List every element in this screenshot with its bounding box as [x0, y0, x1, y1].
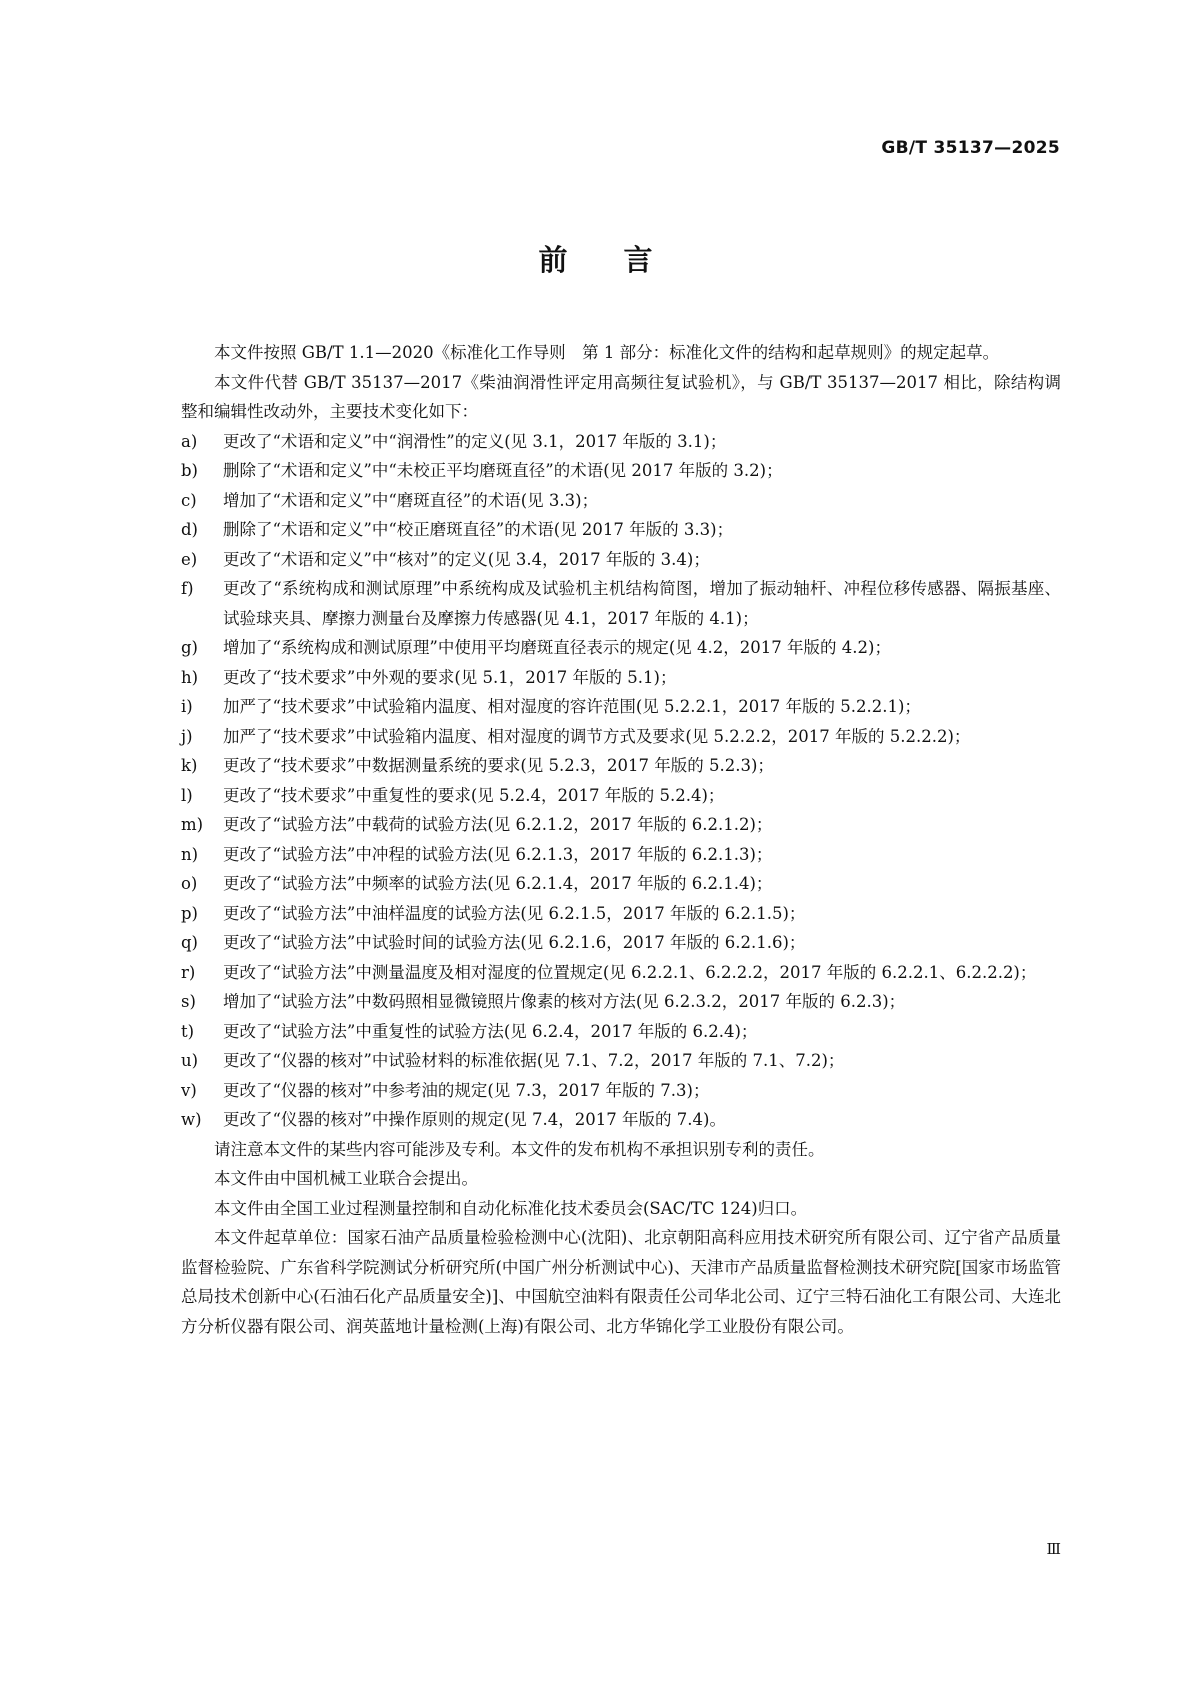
intro-paragraph-2: 本文件代替 GB/T 35137—2017《柴油润滑性评定用高频往复试验机》，与 GB/T 35137—2017 相比，除结构调整和编辑性改动外，主要技术变化如下： — [181, 372, 1061, 421]
change-item-marker: e) — [181, 549, 198, 569]
change-item-marker: q) — [181, 933, 198, 952]
document-body — [181, 338, 1061, 1341]
change-item-text: 删除了“术语和定义”中“校正磨斑直径”的术语(见 2017 年版的 3.3)； — [223, 520, 734, 539]
change-item — [181, 751, 1061, 781]
change-item-marker: h) — [181, 667, 199, 687]
change-item-text: 更改了“术语和定义”中“核对”的定义(见 3.4，2017 年版的 3.4)； — [223, 549, 710, 569]
change-item-text: 删除了“术语和定义”中“未校正平均磨斑直径”的术语(见 2017 年版的 3.2)； — [223, 461, 783, 480]
change-item-text: 更改了“技术要求”中外观的要求(见 5.1，2017 年版的 5.1)； — [223, 667, 677, 687]
page-number: Ⅲ — [1046, 1540, 1061, 1558]
change-item — [181, 958, 1061, 988]
change-item-marker: r) — [181, 962, 196, 982]
change-item-text: 更改了“试验方法”中测量温度及相对湿度的位置规定(见 6.2.2.1、6.2.2.2，2017 年版的 6.2.2.1、6.2.2.2)； — [223, 962, 1037, 982]
change-item-marker: d) — [181, 520, 198, 539]
patent-notice: 请注意本文件的某些内容可能涉及专利。本文件的发布机构不承担识别专利的责任。 — [214, 1139, 825, 1159]
change-item — [181, 692, 1061, 722]
change-item-marker: t) — [181, 1021, 195, 1041]
change-item — [181, 456, 1061, 486]
change-item-text: 更改了“试验方法”中试验时间的试验方法(见 6.2.1.6，2017 年版的 6.2.1.6)； — [223, 933, 806, 952]
drafting-organizations: 本文件起草单位：国家石油产品质量检验检测中心(沈阳)、北京朝阳高科应用技术研究所有限公司、辽宁省产品质量监督检验院、广东省科学院测试分析研究所(中国广州分析测试中心)、天津市产品质量监督检测技术研究院[国家市场监管总局技术创新中心(石油石化产品质量安全)]、中国航空油料有限责任公司华北公司、辽宁三特石油化工有限公司、大连北方分析仪器有限公司、润英蓝地计量检测(上海)有限公司、北方华锦化学工业股份有限公司。 — [181, 1228, 1061, 1336]
change-item-marker: u) — [181, 1051, 199, 1070]
change-item-text: 加严了“技术要求”中试验箱内温度、相对湿度的容许范围(见 5.2.2.1，2017 年版的 5.2.2.1)； — [223, 697, 921, 716]
change-item-text: 更改了“试验方法”中频率的试验方法(见 6.2.1.4，2017 年版的 6.2.1.4)； — [223, 874, 773, 893]
change-item-text: 更改了“技术要求”中重复性的要求(见 5.2.4，2017 年版的 5.2.4)； — [223, 785, 725, 805]
change-item — [181, 1046, 1061, 1076]
change-item — [181, 899, 1061, 929]
change-item-marker: v) — [181, 1080, 197, 1100]
change-item-marker: f) — [181, 579, 194, 598]
change-item-marker: s) — [181, 992, 196, 1011]
change-item — [181, 1017, 1061, 1047]
committee-statement: 本文件由全国工业过程测量控制和自动化标准化技术委员会(SAC/TC 124)归口。 — [214, 1198, 808, 1218]
change-item-marker: b) — [181, 461, 198, 480]
change-item-marker: g) — [181, 638, 198, 657]
change-item-marker: a) — [181, 431, 198, 451]
change-item-marker: p) — [181, 903, 198, 923]
change-item — [181, 1105, 1061, 1135]
change-item — [181, 663, 1061, 693]
change-item — [181, 633, 1061, 663]
changes-list — [181, 427, 1061, 1135]
change-item-text: 更改了“试验方法”中重复性的试验方法(见 6.2.4，2017 年版的 6.2.4)； — [223, 1021, 758, 1041]
change-item-marker: w) — [181, 1110, 202, 1129]
page-title: 前言 — [538, 243, 709, 277]
change-item-marker: c) — [181, 490, 197, 510]
change-item — [181, 869, 1061, 899]
change-item — [181, 810, 1061, 840]
change-item-text: 增加了“术语和定义”中“磨斑直径”的术语(见 3.3)； — [223, 490, 599, 510]
change-item-marker: i) — [181, 697, 193, 716]
change-item-marker: k) — [181, 756, 198, 775]
change-item-text: 更改了“技术要求”中数据测量系统的要求(见 5.2.3，2017 年版的 5.2.3)； — [223, 756, 774, 775]
change-item-text: 加严了“技术要求”中试验箱内温度、相对湿度的调节方式及要求(见 5.2.2.2，2017 年版的 5.2.2.2)； — [223, 726, 971, 746]
change-item — [181, 486, 1061, 516]
change-item — [181, 722, 1061, 752]
change-item-text: 更改了“试验方法”中冲程的试验方法(见 6.2.1.3，2017 年版的 6.2.1.3)； — [223, 844, 773, 864]
change-item-text: 更改了“仪器的核对”中操作原则的规定(见 7.4，2017 年版的 7.4)。 — [223, 1110, 726, 1129]
change-item-marker: o) — [181, 874, 198, 893]
change-item — [181, 427, 1061, 457]
change-item-text: 更改了“试验方法”中油样温度的试验方法(见 6.2.1.5，2017 年版的 6.2.1.5)； — [223, 903, 806, 923]
change-item-text: 更改了“术语和定义”中“润滑性”的定义(见 3.1，2017 年版的 3.1)； — [223, 431, 727, 451]
change-item — [181, 987, 1061, 1017]
intro-paragraph-1: 本文件按照 GB/T 1.1—2020《标准化工作导则 第 1 部分：标准化文件的结构和起草规则》的规定起草。 — [214, 343, 1000, 362]
change-item-marker: n) — [181, 844, 199, 864]
change-item — [181, 840, 1061, 870]
change-item-text: 更改了“仪器的核对”中试验材料的标准依据(见 7.1、7.2，2017 年版的 7.1、7.2)； — [223, 1051, 845, 1070]
change-item-marker: m) — [181, 815, 204, 834]
change-item — [181, 574, 1061, 633]
change-item — [181, 928, 1061, 958]
change-item — [181, 1076, 1061, 1106]
change-item-marker: j) — [181, 726, 193, 746]
change-item — [181, 545, 1061, 575]
change-item — [181, 781, 1061, 811]
change-item-marker: l) — [181, 785, 193, 805]
change-item-text: 增加了“系统构成和测试原理”中使用平均磨斑直径表示的规定(见 4.2，2017 年版的 4.2)； — [223, 638, 891, 657]
change-item-text: 增加了“试验方法”中数码照相显微镜照片像素的核对方法(见 6.2.3.2，2017 年版的 6.2.3)； — [223, 992, 906, 1011]
standard-number: GB/T 35137—2025 — [881, 138, 1060, 158]
change-item — [181, 515, 1061, 545]
change-item-text: 更改了“试验方法”中载荷的试验方法(见 6.2.1.2，2017 年版的 6.2.1.2)； — [223, 815, 773, 834]
proposer-statement: 本文件由中国机械工业联合会提出。 — [214, 1169, 478, 1188]
change-item-text: 更改了“系统构成和测试原理”中系统构成及试验机主机结构简图，增加了振动轴杆、冲程位移传感器、隔振基座、试验球夹具、摩擦力测量台及摩擦力传感器(见 4.1，2017 年版的 4.1)； — [223, 579, 1061, 628]
change-item-text: 更改了“仪器的核对”中参考油的规定(见 7.3，2017 年版的 7.3)； — [223, 1080, 710, 1100]
